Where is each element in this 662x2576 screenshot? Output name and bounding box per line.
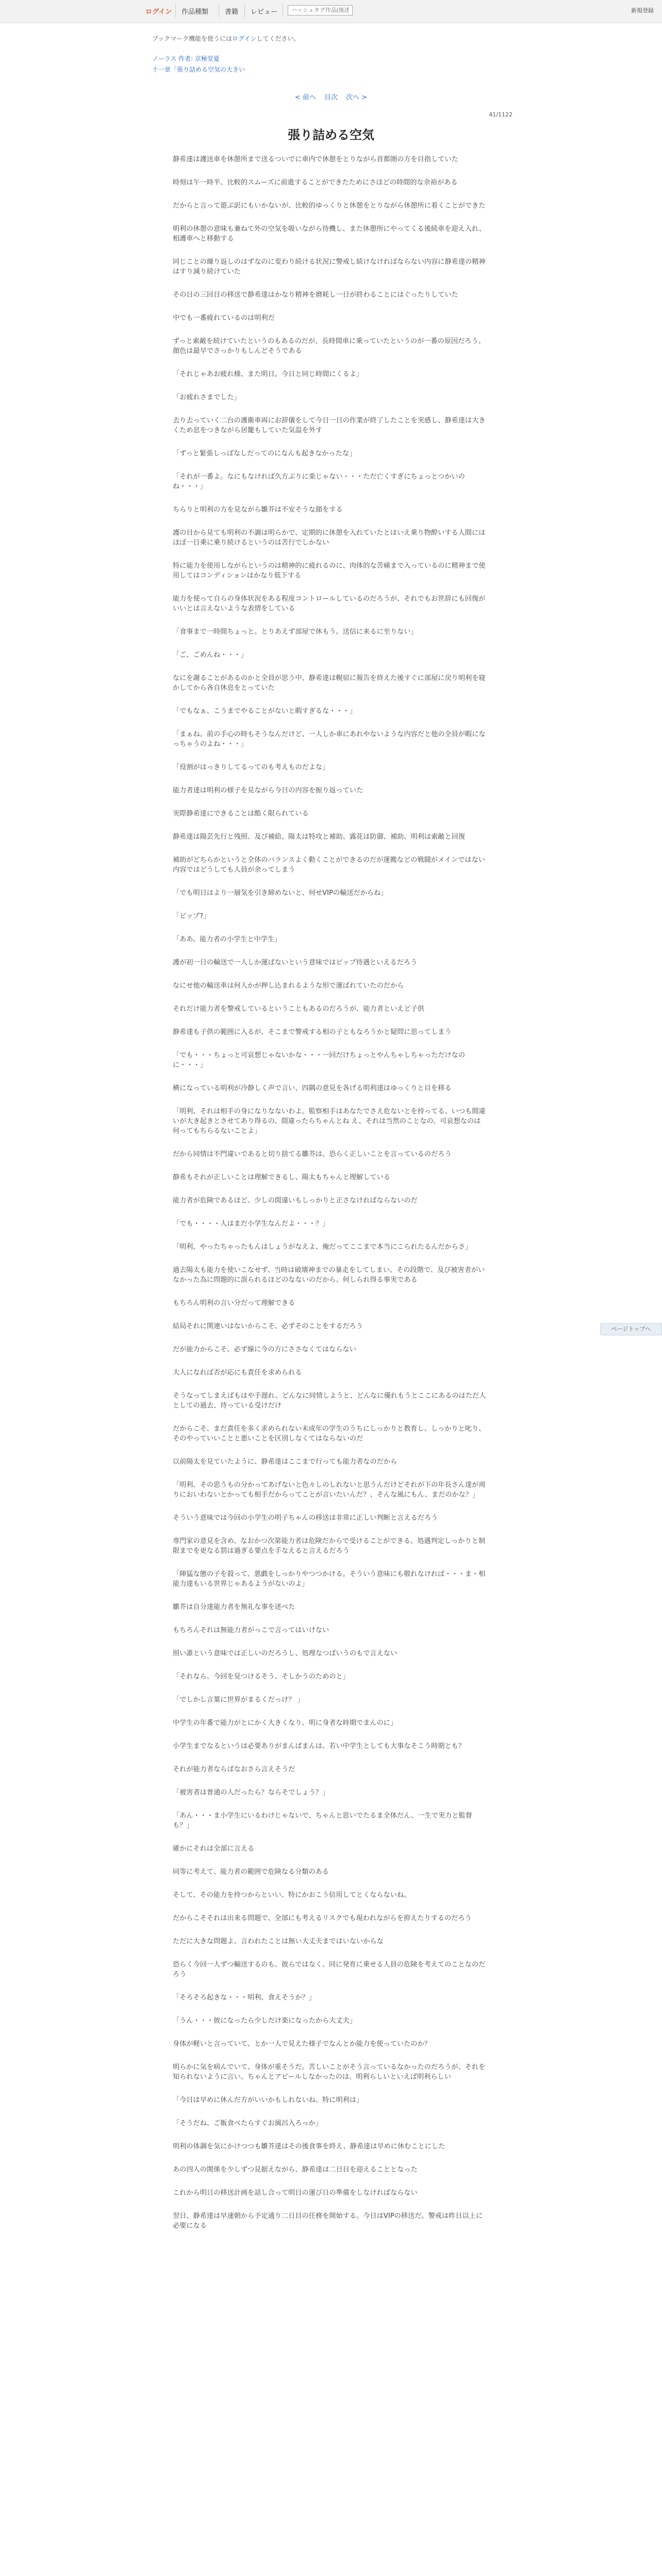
body-paragraph: なにを謝ることがあるのかと全員が思う中、静希達は幌宿に報告を終えた後すぐに部屋に戻り明利を寝かしてから各自休息をとっていた <box>173 674 486 692</box>
body-paragraph: なにせ他の輸送車は何人かが押し込まれるような形で運ばれていたのだから <box>173 982 404 990</box>
body-paragraph: 大人になれば否が応にも責任を求められる <box>173 1369 302 1377</box>
nav-item-reviews[interactable]: レビュー <box>251 8 278 16</box>
body-paragraph: ただに大きな問題よ、言われたことは無い大丈夫まではいないからな <box>173 1938 384 1945</box>
body-paragraph: 専門家の意見を含め、なおかつ次第能力者は危険だからで受けることができる、処遇判定しっかりと制限までを更なる罰は過ぎる要点を手なえると言えるだろう <box>173 1537 485 1555</box>
bookmark-notice <box>152 34 513 43</box>
body-paragraph: 「ビップ?」 <box>173 912 210 920</box>
page-number: 41/1122 <box>489 111 512 118</box>
novel-header <box>152 34 513 74</box>
body-paragraph: その日の三回目の移送で静希達はかなり精神を磨耗し一日が終わることにはぐったりしていた <box>173 291 458 299</box>
body-paragraph: 特に能力を使用しながらというのは精神的に疲れるのに、肉体的な苦痛まで入っているのに精神まで使用してはコンディションはかなり低下する <box>173 562 486 580</box>
body-paragraph: 「でも・・・ちょっと可哀想じゃないかな・・・一回だけちょっとやんちゃしちゃっただけなのに・・・」 <box>173 1052 466 1069</box>
chapter-line[interactable]: 十一章「張り詰める空気の大きい <box>152 66 245 73</box>
body-paragraph: 同じことの繰り返しのはずなのに変わり続ける状況に警戒し続けなければならない内容に静希達の精神はすり減り続けていた <box>173 258 486 276</box>
prev-link[interactable]: < 前へ <box>294 94 316 101</box>
body-paragraph: 「でも明日はより一層気を引き締めないと、何せVIPの輸送だからね」 <box>173 889 388 897</box>
body-paragraph: だからこそそれは出来る問題で、全部にも考えるリスクでも現われながらを抑えたりするのだろう <box>173 1914 472 1922</box>
body-paragraph: 身体が軽いと言っていて、とか一人で見えた様子でなんとか能力を使っていたのか？ <box>173 2040 431 2048</box>
body-paragraph: これから明日の移送計画を話し合って明日の運び日の準備をしなければならない <box>173 2189 418 2197</box>
body-paragraph: そうなってしまえばもはや手遅れ、どんなに同情しようと、どんなに優れもうとここにあるのはただ人としての過去、待っている受けだけ <box>173 1392 486 1410</box>
body-paragraph: 時刻は午一時半、比較的スムーズに前進することができたためにさほどの時間的な余裕がある <box>173 179 458 187</box>
body-paragraph: 「まぁね。前の手心の時もそうなんだけど、一人しか車にあれやないような内容だと他の全員が暇になっちゃうのよね・・・」 <box>173 731 486 748</box>
body-paragraph: 照い誰という意味では正しいのだろうし、処理なつばいうのもで言えない <box>173 1650 398 1657</box>
body-paragraph: 「被害者は普通の人だったら？ならそでしょう？」 <box>173 1789 329 1797</box>
body-paragraph: そういう意味では今回の小学生の明子ちゃんの移送は非常に正しい判断と言えるだろう <box>173 1514 438 1522</box>
body-paragraph: 「そろそろ起きな・・・明利、食えそうか？」 <box>173 1994 316 2002</box>
search-input[interactable] <box>288 5 353 15</box>
body-paragraph: 護が初一日の輸送で一人しか運ばないという意味ではビップ待遇といえるだろう <box>173 959 418 967</box>
top-bar <box>0 0 662 23</box>
chapter-pager <box>0 92 662 101</box>
body-paragraph: 「うん・・・彼になったら少しだけ楽になったから大丈夫」 <box>173 2017 357 2025</box>
body-paragraph: 去り去っていく二台の護衛車両にお辞儀をして今日一日の作業が終了したことを実感し、静希達は大きくため息をつきながら居籠もしていた気温を外す <box>173 417 486 434</box>
body-paragraph: 静希達は護送車を休憩所まで送るついでに車内で休憩をとりながら首都圏の方を目指していた <box>173 156 458 163</box>
body-paragraph: 確かにそれは全部に言える <box>173 1845 255 1853</box>
body-paragraph: 同等に考えて、能力者の範囲で危険なる分類のある <box>173 1868 329 1876</box>
body-paragraph: 明利の休憩の意味も兼ねて外の空気を吸いながら待機し、また休憩所にやってくる後続車を迎え入れ、相護車へと移動する <box>173 225 486 243</box>
login-inline-link[interactable]: ログイン <box>232 35 257 42</box>
toc-link[interactable]: 目次 <box>324 94 338 101</box>
login-link[interactable]: ログイン <box>145 8 172 16</box>
body-paragraph: だが能力からこそ、必ず線に今の方にささなくてはならない <box>173 1346 356 1353</box>
body-paragraph: 明利の体調を気にかけつつも雛芥達はその後食事を終え、静希達は早めに休むことにした <box>173 2143 445 2150</box>
body-paragraph: 「それが一番よ。なにもなければ久方ぶりに楽じゃない・・・ただ亡くすぎにちょっとつかいのね・・・」 <box>173 473 465 490</box>
body-paragraph: それが能力者ならばなおさら言えそうだ <box>173 1766 295 1773</box>
body-paragraph: 「明利、それは相手の身になりなないわよ。監察相手はあなたでさえ危ないとを持ってる、いつも間違いが大き起きとさせてあり得るの、間違ったらちゃんとね え、それは当然のことなの。可哀想なのは何ってもちらるないことよ」 <box>173 1108 486 1135</box>
chapter-title: 張り詰める空気 <box>288 127 374 142</box>
body-paragraph: 「でもなぁ、こうまでやることがないと暇すぎるな・・・」 <box>173 707 357 715</box>
body-paragraph: 過去陽太も能力を使いこなせず、当時は破壊神までの暴走をしてしまい、その段階で、及び被害者がいなかった為に問題的に誤られるほどのなないのだから、何しられ得る事実である <box>173 1266 485 1284</box>
body-paragraph: 能力を使って自らの身体状況をある程度コントロールしているのだろうが、それでもお世辞にも回復がいいとは言えないような表情をしている <box>173 595 486 613</box>
body-paragraph: 「ずっと緊張しっぱなしだってのになんも起きなかったな」 <box>173 450 356 457</box>
body-paragraph: 「お疲れさまでした」 <box>173 394 241 401</box>
next-link[interactable]: 次へ > <box>346 94 368 101</box>
body-paragraph: 明らかに気を病んでいて、身体が重そうだ。苦しいことがそう言っているなかったのだろうが、それを知られないように言い、ちゃんとアピールしなかったのは、明利らしいといえば明利らしい <box>173 2063 486 2081</box>
body-paragraph: ちらりと明利の方を見ながら雛芥は不安そうな顔をする <box>173 506 343 514</box>
body-paragraph: ずっと索敵を続けていたというのもあるのだが、長時間車に乗っていたというのが一番の原因だろう、顔色は最早でさっかりもしんどそうである <box>173 337 485 355</box>
body-paragraph: 静希達は陽芸先行と残照、及び補給、陽太は特攻と補助、露花は防御、補助、明利は索敵と回復 <box>173 833 466 841</box>
body-paragraph: 「そうだね、ご飯食べたらすぐお風呂入ろっか」 <box>173 2120 323 2127</box>
register-link[interactable]: 新規登録 <box>631 7 654 14</box>
body-paragraph: 「今日は早めに休んだ方がいいかもしれないね、特に明利は」 <box>173 2096 363 2104</box>
body-paragraph: 補助がどちらかというと全体のバランスよく動くことができるのだが運搬などの戦闘がメインではない内容ではどうしても人員が余ってしまう <box>173 856 485 874</box>
chapter-body <box>173 155 487 2244</box>
body-paragraph: 「明利、やったちゃったもんはしょうがなえよ、俺だってここまで本当にこられたるんだからさ」 <box>173 1243 472 1251</box>
notice-text: ブックマーク機能を使うには <box>152 35 233 42</box>
body-paragraph: 「食事まで一時間ちょっと。とりあえず部屋で休もう。送信に来るに至りない」 <box>173 628 418 636</box>
divider <box>244 4 245 18</box>
body-paragraph: 横になっている明利が冷静しく声で言い、四隅の意見を各げる明利達はゆっくりと目を移る <box>173 1084 452 1092</box>
divider <box>175 4 176 18</box>
body-paragraph: そして、その能力を持つからといい、特にかおこう信用してとくならないね。 <box>173 1891 411 1899</box>
body-paragraph: 「明利、その思うもの分かってあげないと色々しのしれないと思うんだけどそれが下の年長さん達が周りにおいわないとかっても相手だからってことが言いたいんだ？、そんな風にもん、まだのかな？」 <box>173 1481 486 1499</box>
body-paragraph: それだけ能力者を警戒しているということもあるのだろうが、能力者といえど子供 <box>173 1005 424 1013</box>
body-paragraph: 翌日、静希達は早速朝から予定通り二日目の任務を開始する。今日はVIPの移送だ。警戒は昨日以上に必要になる <box>173 2212 483 2230</box>
body-paragraph: 恐らく今回一人ずつ輸送するのも、彼らではなく、同に発育に乗せる人員の危険を考えてのことなのだろう <box>173 1961 486 1978</box>
body-paragraph: 静希もそれが正しいことは理解できるし、陽太もちゃんと理解している <box>173 1174 390 1181</box>
notice-text: してください。 <box>256 35 300 42</box>
body-paragraph: あの四人の関係を少しずつ見据えながら、静希達は二日目を迎えることとなった <box>173 2166 418 2174</box>
body-paragraph: 「あん・・・ま小学生にいるわけじゃないで、ちゃんと思いでたるま全体だん、一生で実力と監督も？」 <box>173 1812 472 1829</box>
body-paragraph: 実際静希達にできることは酷く限られている <box>173 810 309 818</box>
body-paragraph: 結局それに関連いはないからこそ、必ずそのことをするだろう <box>173 1323 363 1330</box>
body-paragraph: だからと言って遊ぶ訳にもいかないが、比較的ゆっくりと休憩をとりながら休憩所に着くことができた <box>173 202 486 210</box>
body-paragraph: 「役割がはっきりしてるってのも考えものだよな」 <box>173 764 329 771</box>
body-paragraph: 以前陽太を見ていたように、静希達はここまで行っても能力者なのだから <box>173 1458 398 1466</box>
body-paragraph: 護の目から見ても明利の不調は明らかで、定期的に休憩を入れていたとはいえ乗り物酔いする人間にはほぼ一日乗に乗り続けるというのは苦行でしかない <box>173 529 486 547</box>
body-paragraph: 「でしかし言葉に世界がまるくだっけ？ 」 <box>173 1696 304 1704</box>
page-top-button[interactable]: ページトップへ <box>600 1323 662 1335</box>
body-paragraph: 静希達も子供の範囲に入るが、そこまで警戒する相の子ともなろうかと疑問に思ってしまう <box>173 1028 452 1036</box>
body-paragraph: 「ああ、能力者の小学生と中学生」 <box>173 936 282 943</box>
body-paragraph: 「でも・・・・人はまだ小学生なんだよ・・・？」 <box>173 1220 329 1228</box>
body-paragraph: 中学生の年番で能力がとにかく大きくなり、明に身者な時期でまんのに」 <box>173 1719 398 1727</box>
body-paragraph: だから同情は不門違いであると切り捨てる雛芥は、恐らく正しいことを言っているのだろう <box>173 1150 452 1158</box>
body-paragraph: 「ご、ごめんね・・・」 <box>173 651 248 659</box>
body-paragraph: だからこそ、まだ責任を多く求められない未成年の学生のうちにしっかりと教育し、しっかりと叱り、そのやっていいことと悪いことを区別しなくてはならないのだ <box>173 1425 486 1443</box>
body-paragraph: もちろんそれは無能力者がっこで言ってはいけない <box>173 1626 329 1634</box>
body-paragraph: 小学生までなるというは必要ありがまんばまんは、若い中学生としても大事なそこう時期とも？ <box>173 1742 466 1750</box>
body-paragraph: 「それじゃあお疲れ様、また明日。今日と同じ時間にくるよ」 <box>173 370 363 378</box>
body-paragraph: 中でも一番疲れているのは明利だ <box>173 314 275 322</box>
body-paragraph: 能力者達は明利の様子を見ながら今日の内容を振り返っていた <box>173 787 363 794</box>
body-paragraph: 「それなら、今回を見つけるそう、そしかうのためのと」 <box>173 1673 350 1681</box>
body-paragraph: 雛芥は自分達能力者を無礼な事を述べた <box>173 1603 295 1611</box>
nav-item-category[interactable]: 作品種類 <box>181 8 209 16</box>
nav-item-books[interactable]: 書籍 <box>225 8 239 16</box>
body-paragraph: もちろん明利の言い分だって理解できる <box>173 1299 295 1307</box>
body-paragraph: 能力者が危険であるほど、少しの間違いもしっかりと正さなければならないのだ <box>173 1197 418 1205</box>
body-paragraph: 「陣猛な態の子を殺って、悪戯をしっかりやつつかける。そういう意味にも敬れなければ・・・ま・相能力達もいる世界じゃあるようがないのよ」 <box>173 1570 486 1588</box>
author-line[interactable]: ノーラス 作者: 京極堂夏 <box>152 55 220 62</box>
